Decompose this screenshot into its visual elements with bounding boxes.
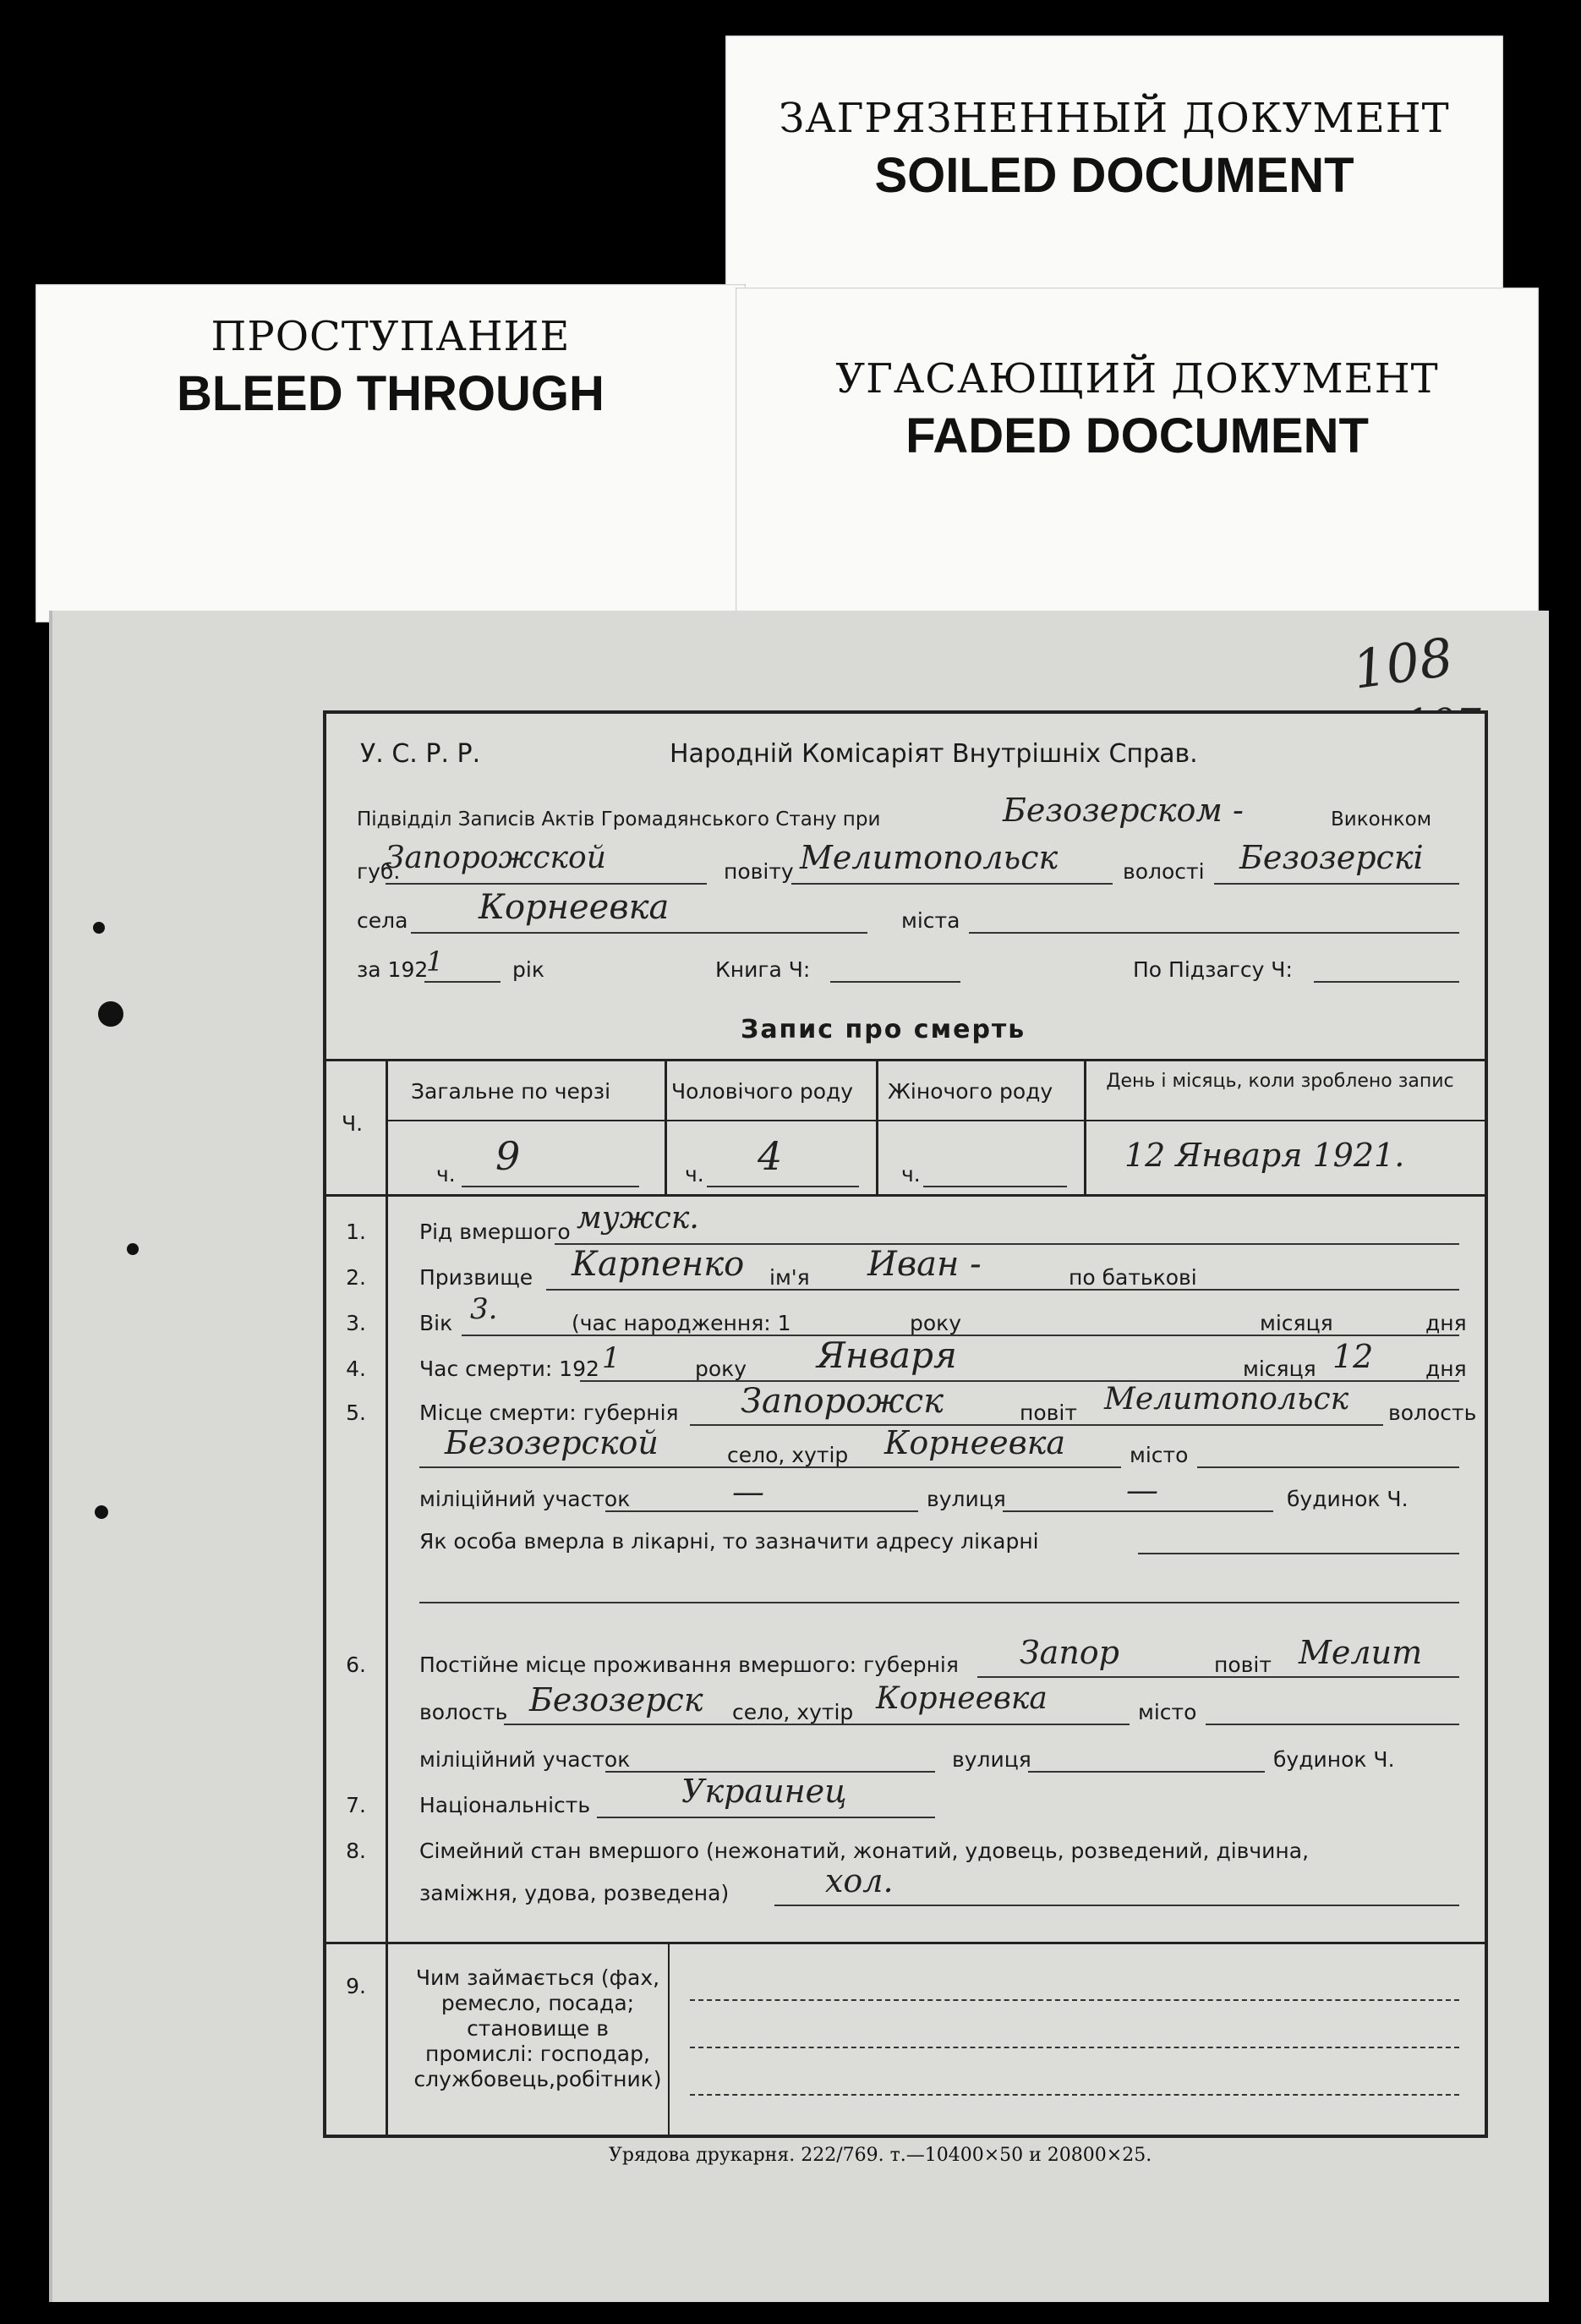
faded-document-card — [736, 288, 1539, 622]
row-number: 7. — [346, 1793, 366, 1817]
misto-label: міста — [901, 908, 960, 933]
r5-street-label: вулиця — [927, 1487, 1006, 1511]
ministry-label: Народній Комісаріят Внутрішніх Справ. — [670, 739, 1198, 769]
r8-label-2: заміжня, удова, розведена) — [419, 1881, 730, 1905]
r5-povit-label: повіт — [1020, 1400, 1077, 1425]
r6-gub-handwritten: Запор — [1020, 1634, 1120, 1671]
line — [690, 2094, 1459, 2096]
line — [707, 1186, 859, 1187]
line — [411, 932, 867, 934]
body-col-line — [386, 1194, 388, 2135]
r5-povit-handwritten: Мелитопольск — [1104, 1382, 1349, 1417]
subdivision-handwritten: Безозерском - — [1003, 792, 1244, 829]
r3-handwritten: 3. — [470, 1292, 498, 1326]
punch-hole — [95, 1505, 108, 1519]
line — [774, 1905, 1459, 1906]
line — [1214, 883, 1459, 885]
r5-misto-label: місто — [1130, 1443, 1189, 1467]
r7-label: Національність — [419, 1793, 591, 1817]
row-number: 9. — [346, 1974, 366, 1998]
punch-hole — [93, 922, 105, 934]
line — [386, 883, 707, 885]
line — [605, 1510, 918, 1512]
r5-volost-label: волость — [1388, 1400, 1477, 1425]
male-ch-prefix: ч. — [685, 1162, 704, 1187]
line — [1314, 981, 1459, 983]
line — [1003, 1510, 1273, 1512]
r2-name-label: ім'я — [769, 1265, 810, 1290]
line — [977, 1676, 1459, 1678]
line — [462, 1186, 639, 1187]
r5-street-handwritten: — — [1126, 1472, 1158, 1509]
r3-day-label: дня — [1425, 1311, 1467, 1335]
r4-month-handwritten: Января — [817, 1335, 957, 1376]
table-col-line — [1084, 1059, 1086, 1194]
col-general: Загальне по черзі — [411, 1079, 611, 1104]
r6-selo-label: село, хутір — [732, 1700, 854, 1724]
page-number-top: 108 — [1348, 626, 1457, 701]
r1-handwritten: мужск. — [577, 1201, 699, 1236]
republic-label: У. С. Р. Р. — [360, 739, 481, 769]
col-female: Жіночого роду — [888, 1079, 1053, 1104]
line — [690, 1999, 1459, 2001]
subsection-label: По Підзагсу Ч: — [1133, 957, 1293, 982]
volost-handwritten: Безозерскі — [1239, 839, 1424, 876]
r4-label: Час смерти: 192 — [419, 1357, 599, 1381]
r2-surname-handwritten: Карпенко — [572, 1245, 745, 1284]
r6-house-label: будинок Ч. — [1273, 1747, 1395, 1772]
punch-hole — [98, 1001, 123, 1027]
povit-label: повіту — [724, 859, 794, 884]
table-head-line — [386, 1120, 1485, 1121]
year-label: за 192 — [357, 957, 429, 982]
line — [830, 981, 960, 983]
r6-selo-handwritten: Корнеевка — [876, 1681, 1048, 1716]
r6-street-label: вулиця — [952, 1747, 1031, 1772]
line — [1028, 1771, 1265, 1773]
r5-house-label: будинок Ч. — [1287, 1487, 1409, 1511]
gub-handwritten: Запорожской — [386, 841, 606, 875]
printer-footer: Урядова друкарня. 222/769. т.—10400×50 и 20800×25. — [609, 2145, 1152, 2166]
faded-ru-label: УГАСАЮЩИЙ ДОКУМЕНТ — [835, 355, 1439, 403]
soiled-document-card — [725, 36, 1503, 298]
r1-label: Рід вмершого — [419, 1220, 571, 1244]
form-title: Запис про смерть — [741, 1015, 1026, 1044]
line — [1197, 1466, 1459, 1468]
r6-label: Постійне місце проживання вмершого: губернія — [419, 1653, 959, 1677]
r7-handwritten: Украинец — [681, 1773, 847, 1810]
vykonkom-label: Виконком — [1331, 808, 1432, 830]
r4-year-label: року — [695, 1357, 747, 1381]
line — [419, 1602, 1459, 1603]
line — [546, 1289, 1459, 1291]
soiled-ru-label: ЗАГРЯЗНЕННЫЙ ДОКУМЕНТ — [779, 95, 1450, 142]
table-top-line — [326, 1059, 1485, 1061]
line — [969, 932, 1459, 934]
bleed-en-label: BLEED THROUGH — [177, 366, 604, 421]
death-record-form — [323, 710, 1488, 2138]
col-date: День і місяць, коли зроблено запис — [1106, 1071, 1454, 1092]
line — [1206, 1724, 1459, 1725]
r5-militia-label: міліційний участок — [419, 1487, 631, 1511]
year-handwritten: 1 — [426, 945, 444, 978]
line — [597, 1817, 935, 1818]
general-handwritten: 9 — [495, 1133, 521, 1179]
bleed-ru-label: ПРОСТУПАНИЕ — [211, 313, 571, 360]
date-handwritten: 12 Января 1921. — [1124, 1137, 1405, 1174]
r6-misto-label: місто — [1138, 1700, 1197, 1724]
row-number: 2. — [346, 1265, 366, 1290]
selo-handwritten: Корнеевка — [479, 888, 670, 927]
row-number: 6. — [346, 1653, 366, 1677]
row-number: 4. — [346, 1357, 366, 1381]
table-col-line — [665, 1059, 667, 1194]
book-label: Книга Ч: — [715, 957, 811, 982]
r3-month-label: місяця — [1260, 1311, 1333, 1335]
r3-year-label: року — [910, 1311, 962, 1335]
subdivision-label: Підвідділ Записів Актів Громадянського Стану при — [357, 808, 881, 830]
row-number: 1. — [346, 1220, 366, 1244]
r5-hospital-label: Як особа вмерла в лікарні, то зазначити адресу лікарні — [419, 1529, 1039, 1554]
row-number: 3. — [346, 1311, 366, 1335]
r6-povit-handwritten: Мелит — [1299, 1634, 1423, 1671]
r3-birth-label: (час народження: 1 — [572, 1311, 791, 1335]
faded-en-label: FADED DOCUMENT — [905, 408, 1369, 463]
selo-label: села — [357, 908, 408, 933]
r5-selo-label: село, хутір — [727, 1443, 849, 1467]
r6-militia-label: міліційний участок — [419, 1747, 631, 1772]
rik-label: рік — [512, 957, 544, 982]
r5-label: Місце смерти: губернія — [419, 1400, 679, 1425]
povit-handwritten: Мелитопольск — [800, 839, 1059, 876]
r6-volost-handwritten: Безозерск — [529, 1681, 703, 1718]
r4-day-label: дня — [1425, 1357, 1467, 1381]
line — [1138, 1553, 1459, 1554]
table-col-line — [876, 1059, 878, 1194]
row-number: 5. — [346, 1400, 366, 1425]
line — [923, 1186, 1067, 1187]
r9-label: Чим займається (фах, ремесло, посада; становище в промислі: господар, службовець,робітник) — [413, 1965, 662, 2091]
bleed-through-card — [36, 284, 746, 622]
line — [419, 1466, 1121, 1468]
table-bottom-line — [326, 1194, 1485, 1197]
table-col-line — [386, 1059, 388, 1194]
r8-handwritten: хол. — [825, 1862, 894, 1899]
row-number: 8. — [346, 1839, 366, 1863]
r4-day-handwritten: 12 — [1332, 1338, 1374, 1375]
line — [504, 1724, 1130, 1725]
col-male: Чоловічого роду — [671, 1079, 854, 1104]
line — [690, 2047, 1459, 2048]
r6-povit-label: повіт — [1214, 1653, 1272, 1677]
r4-year-handwritten: 1 — [602, 1341, 621, 1375]
line — [791, 883, 1113, 885]
row9-col-line — [668, 1942, 670, 2135]
r2-name-handwritten: Иван - — [867, 1245, 982, 1284]
male-handwritten: 4 — [758, 1133, 783, 1179]
r5-militia-handwritten: — — [732, 1473, 764, 1510]
r6-volost-label: волость — [419, 1700, 508, 1724]
general-ch-prefix: ч. — [436, 1162, 456, 1187]
line — [424, 981, 501, 983]
volost-label: волості — [1123, 859, 1205, 884]
r5-volost-handwritten: Безозерской — [445, 1424, 659, 1461]
r8-label: Сімейний стан вмершого (нежонатий, жонатий, удовець, розведений, дівчина, — [419, 1839, 1310, 1863]
r5-selo-handwritten: Корнеевка — [884, 1424, 1066, 1461]
line — [462, 1335, 1459, 1336]
r2-label: Призвище — [419, 1265, 533, 1290]
r4-month-label: місяця — [1243, 1357, 1316, 1381]
female-ch-prefix: ч. — [901, 1162, 921, 1187]
soiled-en-label: SOILED DOCUMENT — [874, 148, 1354, 203]
r3-label: Вік — [419, 1311, 453, 1335]
gub-label: губ. — [357, 859, 401, 884]
col-ch: Ч. — [342, 1111, 364, 1136]
row9-top-line — [326, 1942, 1485, 1944]
r5-gub-handwritten: Запорожск — [741, 1382, 944, 1421]
punch-hole — [127, 1243, 139, 1255]
r2-patronymic-label: по батькові — [1069, 1265, 1197, 1290]
